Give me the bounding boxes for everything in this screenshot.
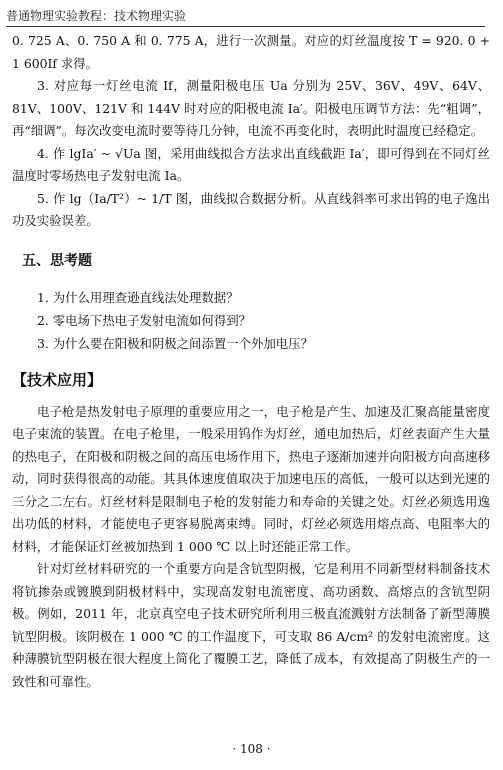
question-item-3: 3. 为什么要在阳极和阴极之间添置一个外加电压？ xyxy=(37,336,313,351)
running-header xyxy=(0,0,503,27)
paragraph-step-5: 5. 作 lg（Ia/T²）~ 1/T 图，曲线拟合数据分析。从直线斜率可求出钨的电子逸出功及实验误差。 xyxy=(12,190,490,228)
section-title-questions: 五、思考题 xyxy=(22,252,92,269)
paragraph-scandate-cathode: 针对灯丝材料研究的一个重要方向是含钪型阴极，它是利用不同新型材料制备技术将钪掺杂或镀膜到阴极材料中，实现高发射电流密度、高功函数、高熔点的含钪型阴极。例如，2011 年，北京真空电子技术研究所利用三极直流溅射方法制备了新型薄膜钪型阴极。该阴极在 1 000 ℃ 的工作温度下，可支取 86 A/cm² 的发射电流密度。这种薄膜钪型阴极在很大程度上简化了覆膜工艺，降低了成本，有效提高了阴极生产的一致性和可靠性。 xyxy=(12,561,490,689)
page-body xyxy=(12,30,490,693)
questions-list xyxy=(12,286,490,355)
question-item-1: 1. 为什么用理查逊直线法处理数据？ xyxy=(37,290,239,305)
question-item-2: 2. 零电场下热电子发射电流如何得到？ xyxy=(37,313,252,328)
paragraph-step-3: 3. 对应每一灯丝电流 If，测量阳极电压 Ua 分别为 25V、36V、49V、64V、81V、100V、121V 和 144V 时对应的阳极电流 Ia′。阳极电压调节方法：先“粗调”，再“细调”。每次改变电流时要等待几分钟，电流不再变化时，表明此时温度已经稳定。 xyxy=(12,78,490,138)
header-title: 普通物理实验教程：技术物理实验 xyxy=(6,9,187,23)
paragraph-continuation: 0. 725 A、0. 750 A 和 0. 775 A，进行一次测量。对应的灯丝温度按 T = 920. 0 + 1 600If 求得。 xyxy=(12,33,490,71)
section-title-tech-application: 【技术应用】 xyxy=(12,371,103,389)
paragraph-electron-gun: 电子枪是热发射电子原理的重要应用之一，电子枪是产生、加速及汇聚高能量密度电子束流的装置。在电子枪里，一般采用钨作为灯丝，通电加热后，灯丝表面产生大量的热电子，在阳极和阴极之间的高压电场作用下，热电子逐渐加速并向阳极方向高速移动，同时获得很高的动能。其具体速度值取决于加速电压的高低，一般可以达到光速的三分之二左右。灯丝材料是限制电子枪的发射能力和寿命的关键之处。灯丝必须选用逸出功低的材料，才能使电子更容易脱离束缚。同时，灯丝必须选用熔点高、电阻率大的材料，才能保证灯丝被加热到 1 000 ℃ 以上时还能正常工作。 xyxy=(12,403,490,554)
page-number: · 108 · xyxy=(232,742,271,756)
paragraph-step-4: 4. 作 lgIa′ ~ √Ua 图，采用曲线拟合方法求出直线截距 Ia′，即可得到在不同灯丝温度时零场热电子发射电流 Ia。 xyxy=(12,145,490,183)
header-rule xyxy=(6,26,485,27)
